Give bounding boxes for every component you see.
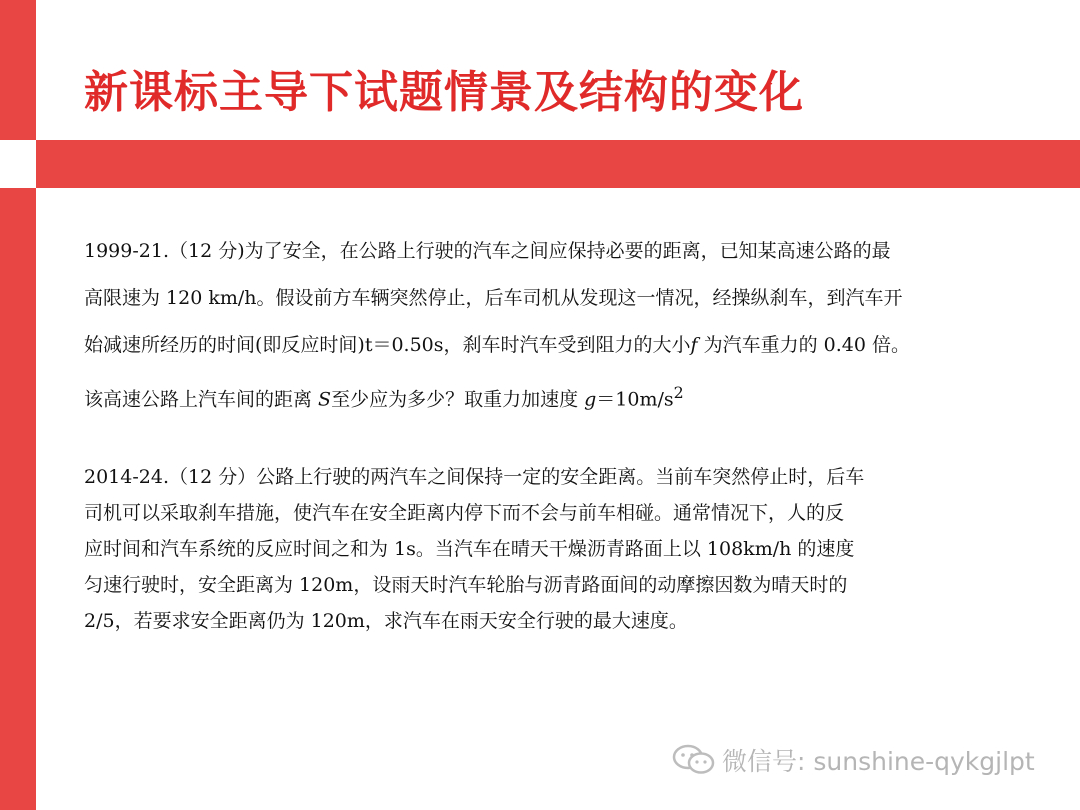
wechat-icon	[672, 743, 716, 777]
title-divider-band	[36, 140, 1080, 188]
variable-f: f	[690, 334, 698, 356]
problem-1-line-3	[84, 322, 1004, 369]
problem-1-line-1: 1999-21.（12 分)为了安全，在公路上行驶的汽车之间应保持必要的距离，已知某高速公路的最	[84, 240, 891, 262]
problem-2-line-1: 2014-24.（12 分）公路上行驶的两汽车之间保持一定的安全距离。当前车突然停止时，后车	[84, 466, 865, 488]
left-accent-bar-bottom	[0, 188, 36, 810]
exponent-2: 2	[673, 383, 684, 402]
variable-g: g	[584, 388, 597, 411]
problem-2-line-3: 应时间和汽车系统的反应时间之和为 1s。当汽车在晴天干燥沥青路面上以 108km/h 的速度	[84, 538, 855, 560]
slide-title: 新课标主导下试题情景及结构的变化	[84, 67, 804, 118]
problem-1-line-4-text-a: 该高速公路上汽车间的距离	[84, 388, 319, 411]
problem-1-line-3-text-a: 始减速所经历的时间(即反应时间)t＝0.50s，刹车时汽车受到阻力的大小	[84, 334, 691, 356]
wechat-watermark	[672, 740, 1035, 780]
problem-1-line-4-text-b: 至少应为多少？取重力加速度	[331, 388, 585, 411]
problem-1-line-2: 高限速为 120 km/h。假设前方车辆突然停止，后车司机从发现这一情况，经操纵刹车，到汽车开	[84, 287, 903, 309]
problem-2014-24	[84, 459, 1004, 639]
watermark-text: 微信号: sunshine-qykgjlpt	[722, 747, 1035, 776]
problem-1-line-4-text-c: ＝10m/s	[596, 388, 674, 411]
variable-s: S	[318, 388, 332, 411]
problem-1999-21	[84, 228, 1004, 423]
problem-2-line-2: 司机可以采取刹车措施，使汽车在安全距离内停下而不会与前车相碰。通常情况下，人的反	[84, 502, 845, 524]
problem-1-line-3-text-b: 为汽车重力的 0.40 倍。	[697, 334, 911, 356]
left-accent-bar-top	[0, 0, 36, 140]
problem-1-line-4	[84, 369, 1004, 423]
problem-2-line-4: 匀速行驶时，安全距离为 120m，设雨天时汽车轮胎与沥青路面间的动摩擦因数为晴天时的	[84, 574, 848, 596]
problem-2-line-5: 2/5，若要求安全距离仍为 120m，求汽车在雨天安全行驶的最大速度。	[84, 610, 688, 632]
